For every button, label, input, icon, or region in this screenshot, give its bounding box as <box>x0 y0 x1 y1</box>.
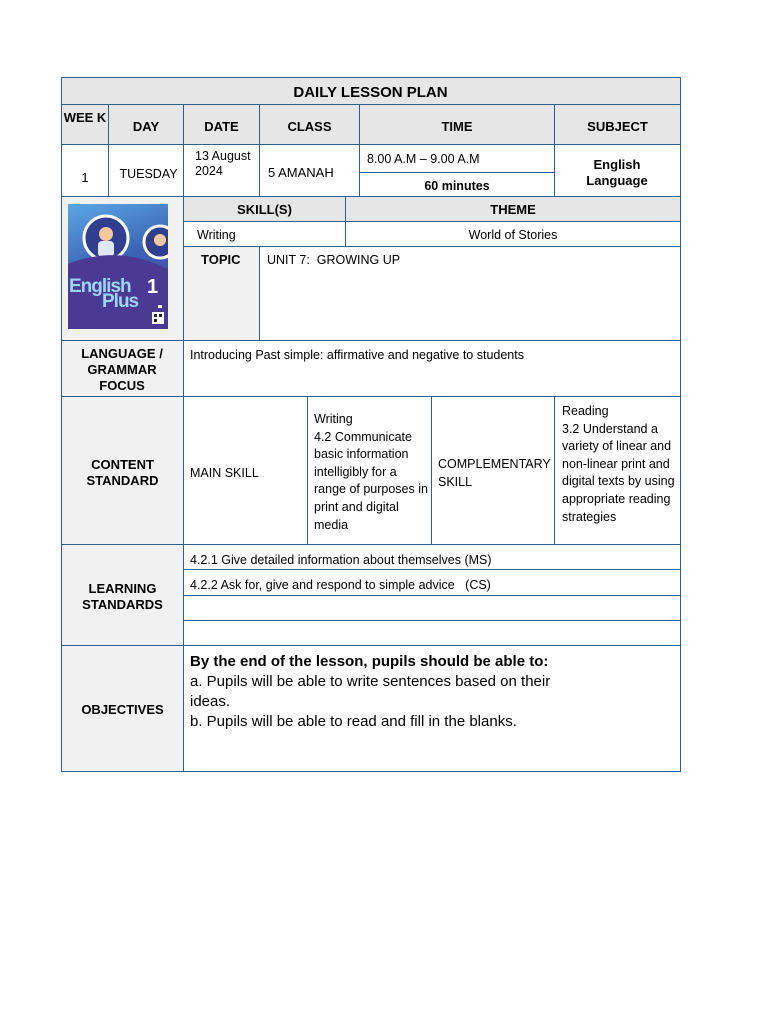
table-border <box>61 396 681 397</box>
table-border <box>61 771 681 772</box>
table-border <box>554 104 555 197</box>
duration-value: 60 minutes <box>424 179 490 193</box>
theme-header: THEME <box>490 202 536 217</box>
table-border <box>61 104 681 105</box>
objective-item: b. Pupils will be able to read and fill in the blanks. <box>190 713 517 730</box>
class-value: 5 AMANAH <box>268 165 334 180</box>
book-level: 1 <box>147 276 159 298</box>
time-value: 8.00 A.M – 9.00 A.M <box>367 152 480 166</box>
table-border <box>680 77 681 772</box>
learning-standards-label: LEARNING STANDARDS <box>82 581 163 612</box>
table-border <box>61 544 681 545</box>
content-standard-label: CONTENT STANDARD <box>86 457 159 488</box>
header-time: TIME <box>441 119 473 134</box>
skill-header: SKILL(S) <box>237 202 292 217</box>
table-border <box>61 196 681 197</box>
table-border <box>108 104 109 197</box>
complementary-skill-value: Reading 3.2 Understand a variety of linear and non-linear print and digital texts by using appropriate reading strategies <box>562 404 675 524</box>
day-value: TUESDAY <box>119 167 178 181</box>
table-border <box>61 645 681 646</box>
skill-value: Writing <box>197 228 236 242</box>
table-border <box>183 221 681 222</box>
date-value: 13 August 2024 <box>195 149 251 178</box>
table-border <box>183 595 681 596</box>
textbook-cover-image <box>68 204 168 329</box>
table-border <box>183 569 681 570</box>
header-subject: SUBJECT <box>587 119 648 134</box>
learning-standard-item: 4.2.1 Give detailed information about themselves (MS) <box>190 553 492 567</box>
table-border <box>61 77 681 78</box>
learning-standard-item: 4.2.2 Ask for, give and respond to simple advice (CS) <box>190 578 491 592</box>
table-border <box>183 246 681 247</box>
table-border <box>259 104 260 197</box>
main-skill-label: MAIN SKILL <box>190 466 259 480</box>
header-class: CLASS <box>287 119 332 134</box>
table-border <box>554 396 555 545</box>
page-title: DAILY LESSON PLAN <box>293 84 448 101</box>
objectives-intro: By the end of the lesson, pupils should be able to: <box>190 653 549 670</box>
language-focus-value: Introducing Past simple: affirmative and negative to students <box>190 348 524 362</box>
complementary-skill-label: COMPLEMENTARY SKILL <box>438 457 551 489</box>
table-border <box>183 620 681 621</box>
header-day: DAY <box>132 119 160 134</box>
table-border <box>307 396 308 545</box>
table-border <box>360 172 555 173</box>
header-week: WEE K <box>63 110 107 125</box>
table-border <box>61 340 681 341</box>
book-title-plus: Plus <box>102 291 139 312</box>
table-border <box>259 246 260 341</box>
subject-value: English Language <box>586 157 648 188</box>
theme-value: World of Stories <box>468 228 558 242</box>
table-border <box>61 144 681 145</box>
topic-value: UNIT 7: GROWING UP <box>267 253 401 267</box>
book-title-english: English <box>69 276 131 297</box>
main-skill-value: Writing 4.2 Communicate basic information intelligibly for a range of purposes in print and digital media <box>314 412 428 532</box>
language-focus-label: LANGUAGE / GRAMMAR FOCUS <box>81 346 163 393</box>
topic-label: TOPIC <box>201 252 241 267</box>
table-border <box>431 396 432 545</box>
objective-item: a. Pupils will be able to write sentences based on their ideas. <box>190 673 551 710</box>
header-date: DATE <box>204 119 239 134</box>
week-value: 1 <box>81 170 89 185</box>
objectives-label: OBJECTIVES <box>81 702 164 717</box>
